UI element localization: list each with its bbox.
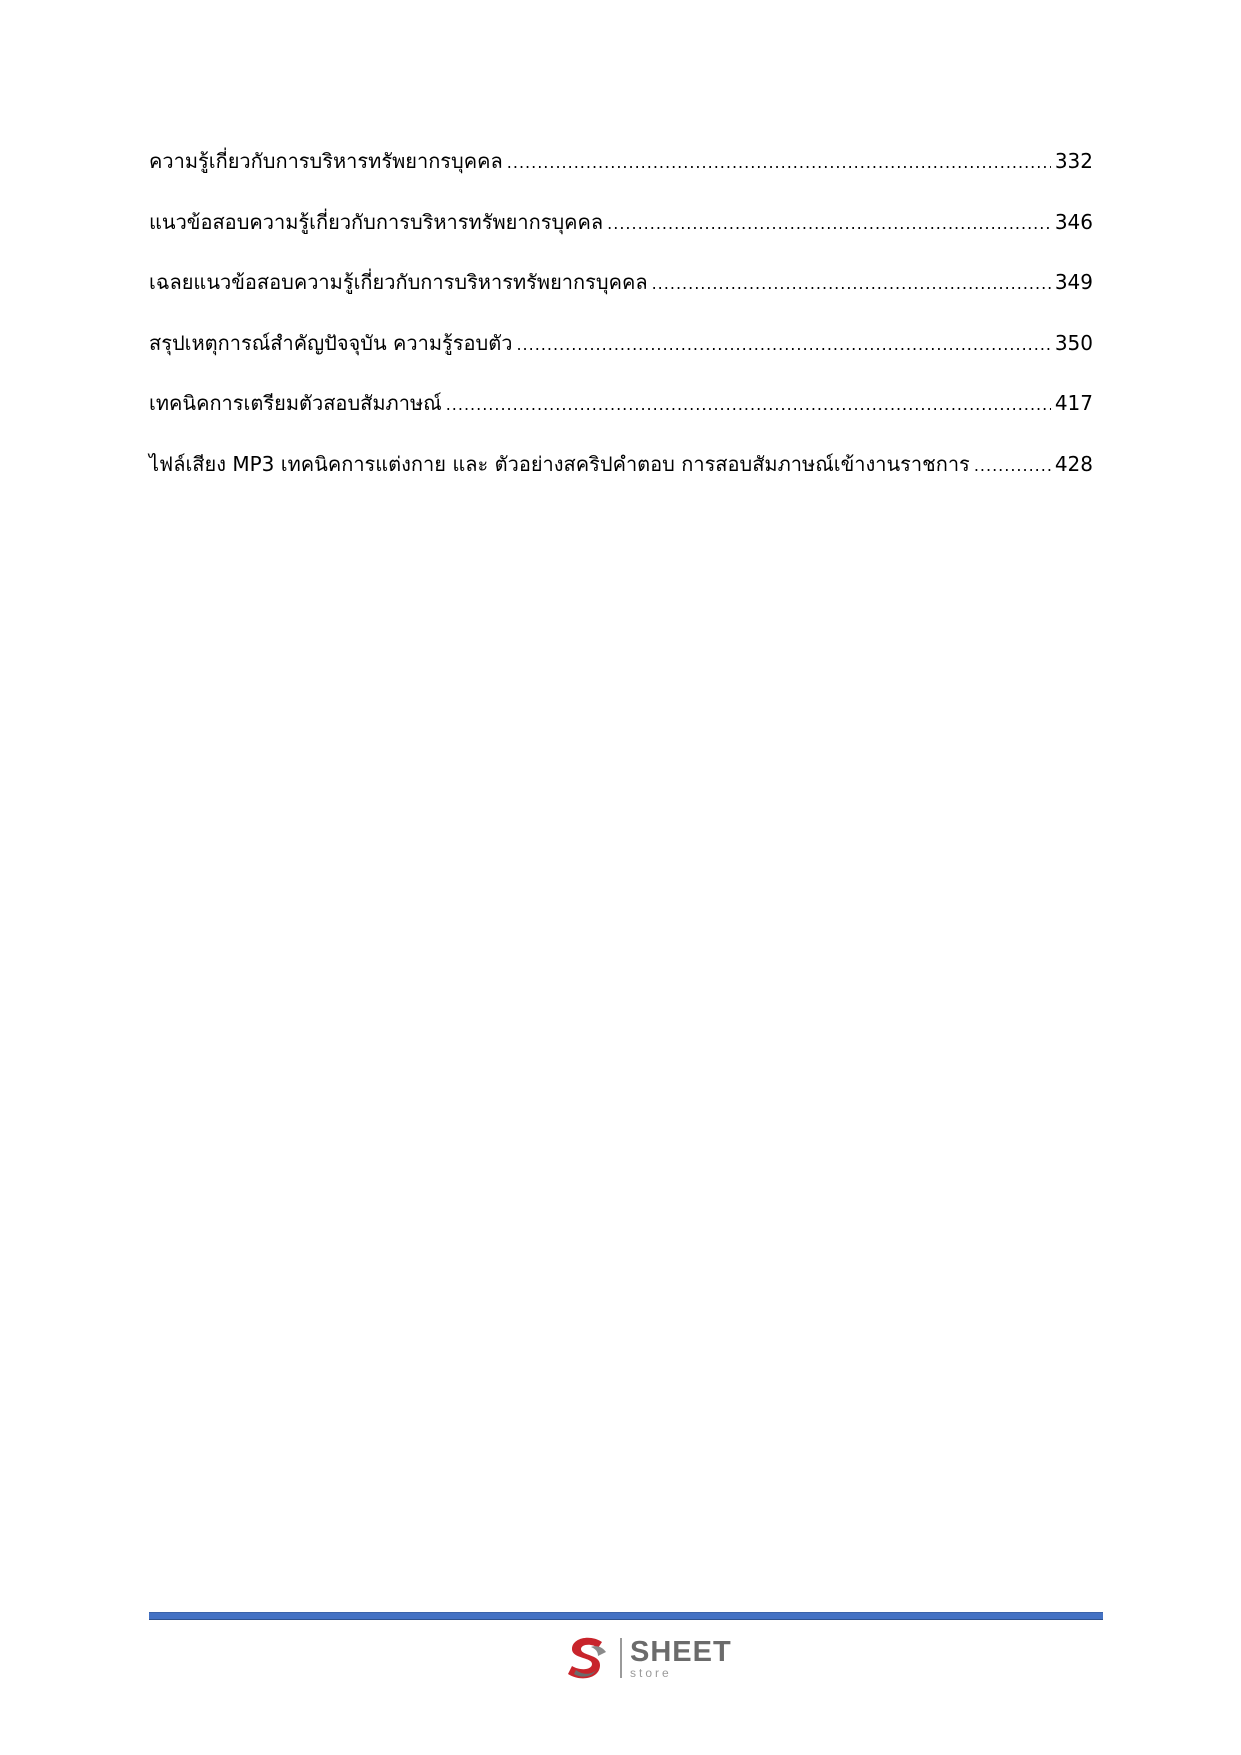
toc-entry-page: 428 — [1054, 451, 1093, 476]
toc-entry-page: 349 — [1054, 270, 1093, 295]
logo-subword: store — [630, 1665, 672, 1680]
toc-entry-title: เทคนิคการเตรียมตัวสอบสัมภาษณ์ — [149, 391, 442, 416]
toc-entry-title: ความรู้เกี่ยวกับการบริหารทรัพยากรบุคคล — [149, 149, 503, 173]
toc-entry[interactable] — [149, 451, 1093, 512]
toc-entry-page: 350 — [1054, 330, 1093, 355]
toc-dot-leader — [446, 392, 1051, 418]
toc-entry-title: ไฟล์เสียง MP3 เทคนิคการแต่งกาย และ ตัวอย่างสคริปคำตอบ การสอบสัมภาษณ์เข้างานราชการ — [149, 451, 970, 476]
toc-entry[interactable] — [149, 209, 1093, 270]
toc-entry[interactable] — [149, 269, 1093, 330]
toc-entry[interactable] — [149, 390, 1093, 451]
toc-entry[interactable] — [149, 148, 1093, 209]
footer-divider — [149, 1612, 1103, 1620]
toc-entry-page: 332 — [1054, 149, 1093, 173]
logo-wordmark — [630, 1635, 732, 1680]
table-of-contents — [149, 148, 1093, 512]
toc-entry-page: 346 — [1054, 209, 1093, 234]
sheet-store-logo-icon — [562, 1632, 614, 1684]
toc-dot-leader — [974, 453, 1051, 479]
toc-entry-page: 417 — [1054, 391, 1093, 416]
footer-logo — [562, 1632, 732, 1684]
toc-entry-title: สรุปเหตุการณ์สำคัญปัจจุบัน ความรู้รอบตัว — [149, 330, 513, 355]
logo-word: SHEET — [630, 1635, 732, 1668]
toc-entry-title: แนวข้อสอบความรู้เกี่ยวกับการบริหารทรัพยากรบุคคล — [149, 209, 604, 234]
toc-entry-title: เฉลยแนวข้อสอบความรู้เกี่ยวกับการบริหารทรัพยากรบุคคล — [149, 270, 648, 295]
toc-dot-leader — [507, 150, 1051, 176]
toc-dot-leader — [516, 332, 1050, 358]
toc-entry[interactable] — [149, 330, 1093, 391]
toc-dot-leader — [607, 211, 1051, 237]
toc-dot-leader — [652, 271, 1051, 297]
logo-separator — [620, 1638, 622, 1678]
